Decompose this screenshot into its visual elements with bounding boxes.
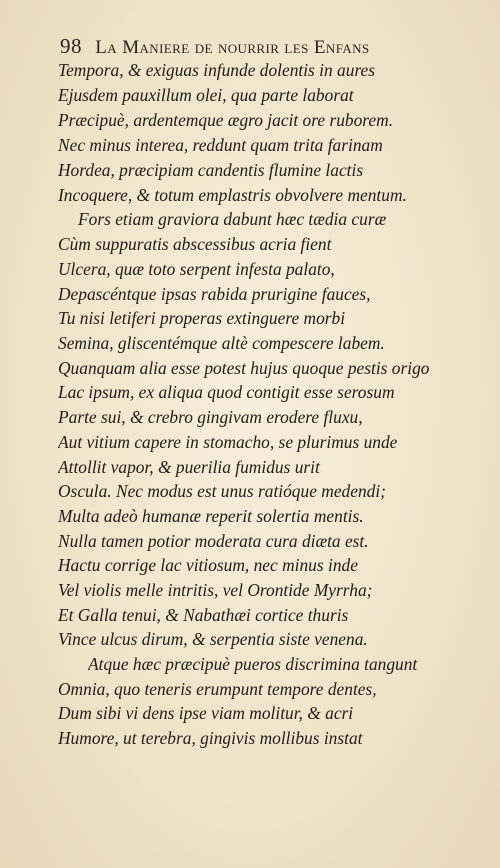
verse-line: Ejusdem pauxillum olei, qua parte laborat <box>58 85 354 105</box>
verse-line: Et Galla tenui, & Nabathæi cortice thuris <box>58 605 349 625</box>
verse-line: Cùm suppuratis abscessibus acria fient <box>58 234 332 254</box>
verse-line: Attollit vapor, & puerilia fumidus urit <box>58 457 320 477</box>
verse-line: Præcipuè, ardentemque ægro jacit ore ruborem. <box>58 110 394 130</box>
verse-line: Humore, ut terebra, gingivis mollibus instat <box>58 728 363 748</box>
verse-line: Ulcera, quæ toto serpent infesta palato, <box>58 259 335 279</box>
verse-line: Dum sibi vi dens ipse viam molitur, & acri <box>58 703 354 723</box>
verse-line: Quanquam alia esse potest hujus quoque pestis origo <box>58 358 430 378</box>
verse-line: Vel violis melle intritis, vel Orontide Myrrha; <box>58 580 373 600</box>
verse-line: Aut vitium capere in stomacho, se plurimus unde <box>58 432 398 452</box>
verse-line: Omnia, quo teneris erumpunt tempore dentes, <box>58 679 377 699</box>
verse-line: Multa adeò humanæ reperit solertia mentis. <box>58 506 364 526</box>
page-number: 98 <box>60 34 82 58</box>
verse-line: Oscula. Nec modus est unus ratióque medendi; <box>58 481 386 501</box>
verse-line: Depascéntque ipsas rabida prurigine fauces, <box>58 284 371 304</box>
verse-line: Fors etiam graviora dabunt hæc tædia curæ <box>78 209 387 229</box>
verse-line: Parte sui, & crebro gingivam erodere fluxu, <box>58 407 363 427</box>
verse-line: Hactu corrige lac vitiosum, nec minus inde <box>58 555 358 575</box>
verse-line: Semina, gliscentémque altè compescere labem. <box>58 333 385 353</box>
verse-line: Nec minus interea, reddunt quam trita farinam <box>58 135 383 155</box>
verse-line: Nulla tamen potior moderata cura diæta est. <box>58 531 369 551</box>
verse-line: Lac ipsum, ex aliqua quod contigit esse serosum <box>58 382 395 402</box>
verse-line: Incoquere, & totum emplastris obvolvere mentum. <box>58 185 407 205</box>
verse-line: Tempora, & exiguas infunde dolentis in aures <box>58 60 376 80</box>
running-title: La Maniere de nourrir les Enfans <box>95 37 370 58</box>
verse-line: Tu nisi letiferi properas extinguere morbi <box>58 308 346 328</box>
verse-line: Atque hæc præcipuè pueros discrimina tangunt <box>88 654 418 674</box>
verse-line: Vince ulcus dirum, & serpentia siste venena. <box>58 629 368 649</box>
verse-line: Hordea, præcipiam candentis flumine lactis <box>58 160 364 180</box>
